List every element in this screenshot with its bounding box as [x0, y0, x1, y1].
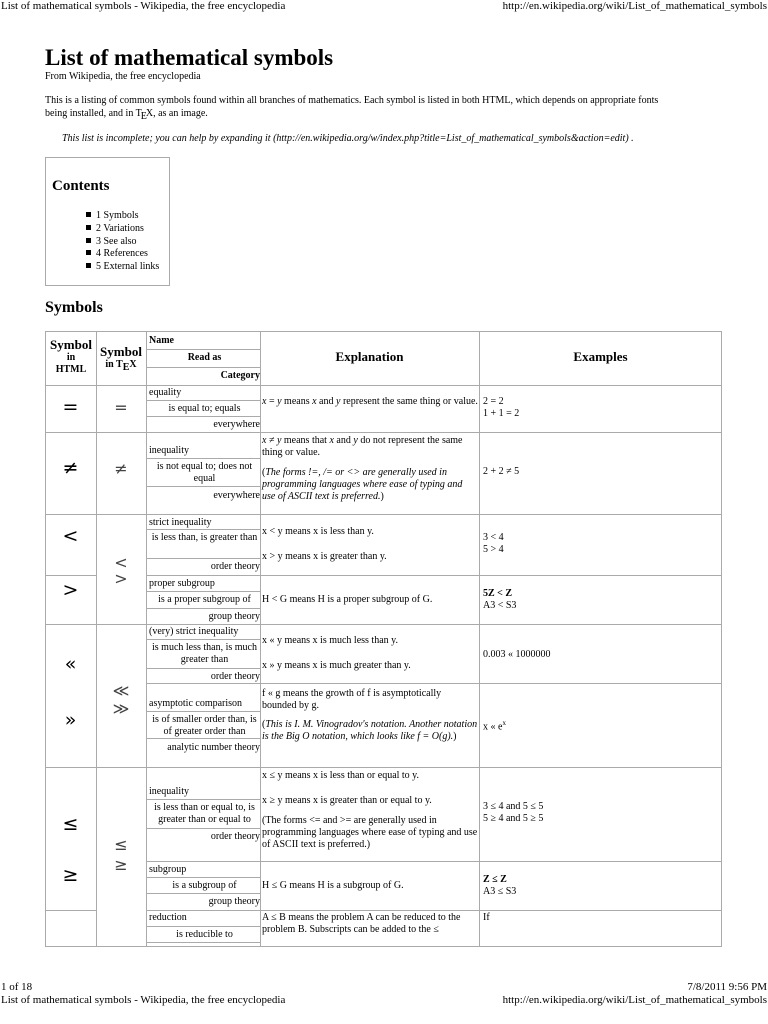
tex-logo-e: E	[140, 111, 147, 122]
example-line: 3 < 4	[483, 532, 504, 543]
symbols-table	[45, 331, 722, 947]
header-in-tex-label: in T	[105, 359, 123, 370]
example-line: A3 < S3	[483, 600, 517, 611]
cell-divider	[147, 608, 260, 609]
header-html-label: HTML	[55, 364, 87, 375]
exp-text: do not represent the same thing or value.	[262, 435, 463, 458]
toc-item-variations[interactable]: 2 Variations	[86, 223, 159, 236]
name-proper-subgroup[interactable]: proper subgroup	[149, 578, 215, 589]
name-reduction[interactable]: reduction	[149, 912, 187, 923]
read-equality: is equal to; equals	[168, 403, 241, 414]
row-divider	[46, 910, 96, 911]
col-divider	[260, 332, 261, 946]
exp-line: x > y means x is greater than y.	[262, 551, 387, 562]
name-strict-inequality[interactable]: strict inequality	[149, 517, 212, 528]
examples-very-strict: 0.003 « 1000000	[483, 649, 551, 660]
read-subgroup: is a subgroup of	[172, 880, 237, 891]
symbol-gt-tex: >	[114, 569, 128, 588]
name-very-strict-inequality[interactable]: (very) strict inequality	[149, 626, 239, 637]
exp-text: represent the same thing or value.	[340, 396, 478, 407]
example-line: 1 + 1 = 2	[483, 408, 520, 419]
symbol-ge-html: ≥	[62, 864, 79, 886]
header-name: Name	[149, 335, 174, 346]
exp-text: and	[316, 396, 336, 407]
exp-text: means	[281, 396, 313, 407]
print-url[interactable]: http://en.wikipedia.org/wiki/List_of_mathematical_symbols	[502, 994, 767, 1006]
symbol-greater-than-html: >	[62, 579, 79, 601]
header-category: Category	[220, 370, 260, 381]
exp-text: =	[266, 396, 278, 407]
row-divider	[147, 575, 721, 576]
cell-divider	[147, 926, 260, 927]
toc-title: Contents	[52, 178, 110, 194]
category-order-theory: order theory	[210, 561, 260, 572]
var-y: y	[277, 396, 282, 407]
cell-divider	[147, 877, 260, 878]
explanation-very-strict	[262, 635, 478, 672]
cell-divider	[147, 529, 260, 530]
cell-divider	[147, 486, 260, 487]
header-symbol2-label: Symbol	[100, 344, 142, 359]
toc-item-external-links[interactable]: 5 External links	[86, 261, 159, 274]
explanation-asymptotic: f « g means the growth of f is asymptotically bounded by g. (This is I. M. Vinogradov's notation. Another notation is the Big O notation, which looks like f = O(g).)	[262, 688, 478, 742]
exp-line: f « g means the growth of f is asymptotically bounded by g.	[262, 688, 442, 711]
toc-item-symbols[interactable]: 1 Symbols	[86, 210, 159, 223]
page-count: 1 of 18	[1, 981, 33, 993]
cell-divider	[147, 458, 260, 459]
cell-divider	[147, 942, 260, 943]
symbol-le-ge-tex	[97, 835, 145, 875]
example-line: 5 > 4	[483, 544, 504, 555]
var-y: y	[276, 435, 282, 446]
examples-subgroup	[483, 874, 719, 898]
explanation-not-equal: x ≠ y means that x and y do not represent the same thing or value. (The forms !=, /= or <> are generally used in programming languages where ease of typing and use of ASCII text is preferred.)	[262, 435, 463, 502]
exp-line: x ≥ y means x is greater than or equal to y.	[262, 795, 432, 806]
print-page-title: List of mathematical symbols - Wikipedia, the free encyclopedia	[1, 994, 286, 1006]
symbol-much-greater-html: »	[64, 709, 77, 731]
symbol-gg-tex: ≫	[112, 699, 130, 718]
exp-note: This is I. M. Vinogradov's notation. Another notation is the Big O notation, which looks like f = O(g).	[262, 719, 478, 742]
cell-divider	[147, 416, 260, 417]
examples-equality	[483, 396, 719, 420]
section-title-symbols: Symbols	[45, 299, 103, 316]
header-symbol-tex	[96, 344, 146, 371]
header-symbol-label: Symbol	[50, 337, 92, 352]
cell-divider	[147, 893, 260, 894]
example-line: 5Z < Z	[483, 588, 513, 599]
explanation-subgroup: H ≤ G means H is a subgroup of G.	[262, 880, 404, 891]
examples-not-equal: 2 + 2 ≠ 5	[483, 466, 520, 477]
symbol-lt-tex: <	[114, 553, 128, 572]
name-asymptotic-comparison[interactable]: asymptotic comparison	[149, 698, 243, 709]
explanation-proper-subgroup: H < G means H is a proper subgroup of G.	[262, 594, 433, 605]
symbol-ll-gg-tex	[97, 682, 145, 718]
read-reducible: is reducible to	[176, 929, 233, 940]
category-group-theory: group theory	[208, 611, 260, 622]
var-x: x	[329, 435, 334, 446]
symbol-equals-html: =	[62, 396, 79, 418]
toc-list	[86, 210, 159, 274]
var-x: x	[312, 396, 317, 407]
category-order-theory: order theory	[210, 671, 260, 682]
example-line: A3 ≤ S3	[483, 886, 517, 897]
category-analytic-number-theory: analytic number theory	[167, 742, 260, 753]
var-x: x	[262, 396, 267, 407]
name-equality[interactable]: equality	[149, 387, 182, 398]
examples-strict-inequality	[483, 532, 719, 556]
exp-line: x < y means x is less than y.	[262, 526, 374, 537]
cell-divider	[147, 828, 260, 829]
category-group-theory: group theory	[208, 896, 260, 907]
explanation-reduction: A ≤ B means the problem A can be reduced to the problem B. Subscripts can be added to the ≤	[262, 912, 461, 935]
page-subtitle: From Wikipedia, the free encyclopedia	[45, 71, 201, 82]
example-line: 5 ≥ 4 and 5 ≥ 5	[483, 813, 544, 824]
symbol-much-less-html: «	[64, 653, 77, 675]
examples-asymptotic	[483, 717, 719, 733]
symbol-ge-tex: ≥	[114, 855, 128, 874]
cell-divider	[147, 558, 260, 559]
intro-text-1: This is a listing of common symbols found within all branches of mathematics. Each symbol is listed in both HTML, which depends on appropriate fonts	[45, 95, 659, 106]
example-line: 2 = 2	[483, 396, 504, 407]
var-y: y	[336, 396, 341, 407]
examples-le	[483, 801, 719, 825]
symbol-not-equal-tex: ≠	[114, 459, 128, 478]
category-not-equal: everywhere	[213, 490, 260, 501]
cell-divider	[147, 711, 260, 712]
row-divider	[147, 683, 721, 684]
incomplete-notice: This list is incomplete; you can help by expanding it (http://en.wikipedia.org/w/index.php?title=List_of_mathematical_symbols&action=edit) .	[62, 133, 634, 144]
cell-divider	[147, 591, 260, 592]
explanation-equality	[262, 396, 478, 408]
header-explanation: Explanation	[335, 349, 404, 364]
exp-text: means that	[281, 435, 330, 446]
cell-divider	[147, 738, 260, 739]
exp-line: x ≤ y means x is less than or equal to y.	[262, 770, 420, 781]
name-inequality-le[interactable]: inequality	[149, 786, 189, 797]
name-inequality[interactable]: inequality	[149, 445, 189, 456]
examples-proper-subgroup	[483, 588, 719, 612]
symbol-lt-gt-tex	[97, 555, 145, 587]
header-examples: Examples	[573, 349, 628, 364]
symbol-le-tex: ≤	[114, 835, 128, 854]
var-x: x	[262, 435, 267, 446]
exp-note: The forms !=, /= or <> are generally used in programming languages where ease of typing and use of ASCII text is preferred.	[262, 467, 463, 502]
table-of-contents	[45, 157, 170, 286]
example-line: x « e	[483, 721, 503, 733]
row-divider	[147, 861, 721, 862]
explanation-le	[262, 770, 478, 851]
symbol-equals-tex: =	[114, 398, 128, 417]
row-divider	[46, 514, 721, 515]
toc-item-references[interactable]: 4 References	[86, 248, 159, 261]
row-divider	[46, 385, 721, 386]
col-divider	[479, 332, 480, 946]
example-superscript: x	[502, 719, 506, 727]
example-line: Z ≤ Z	[483, 874, 507, 885]
exp-line: (The forms <= and >= are generally used in programming languages where ease of typing and use of ASCII text is preferred.)	[262, 815, 478, 850]
symbol-ll-tex: ≪	[112, 681, 130, 700]
row-divider	[46, 432, 721, 433]
header-sub-divider	[147, 367, 260, 368]
row-divider	[147, 910, 721, 911]
explanation-strict-inequality	[262, 526, 478, 563]
row-divider	[46, 575, 96, 576]
intro-text-2: being installed, and in T	[45, 108, 142, 119]
print-page-title: List of mathematical symbols - Wikipedia, the free encyclopedia	[1, 0, 286, 12]
cell-divider	[147, 799, 260, 800]
read-much-less: is much less than, is much greater than	[152, 642, 257, 665]
category-equality: everywhere	[213, 419, 260, 430]
row-divider	[46, 767, 721, 768]
tex-logo-x: X	[129, 359, 137, 370]
page-title: List of mathematical symbols	[45, 45, 334, 70]
exp-line: x « y means x is much less than y.	[262, 635, 399, 646]
read-le-ge: is less than or equal to, is greater than or equal to	[154, 802, 255, 825]
cell-divider	[147, 639, 260, 640]
examples-reduction: If	[483, 912, 490, 923]
intro-text-3: , as an image.	[153, 108, 208, 119]
tex-logo-x: X	[145, 108, 154, 119]
header-symbol-html	[46, 337, 96, 376]
symbol-less-than-html: <	[62, 525, 79, 547]
exp-line: x » y means x is much greater than y.	[262, 660, 411, 671]
intro-paragraph	[45, 94, 723, 120]
name-subgroup[interactable]: subgroup	[149, 864, 187, 875]
header-sub-divider	[147, 349, 260, 350]
category-order-theory: order theory	[210, 831, 260, 842]
cell-divider	[147, 400, 260, 401]
header-read-as: Read as	[187, 352, 222, 363]
print-url[interactable]: http://en.wikipedia.org/wiki/List_of_mathematical_symbols	[502, 0, 767, 12]
exp-text: ≠	[266, 435, 277, 446]
var-y: y	[353, 435, 358, 446]
tex-logo-e: E	[122, 362, 130, 373]
cell-divider	[147, 668, 260, 669]
row-divider	[46, 624, 721, 625]
exp-text: and	[333, 435, 354, 446]
read-proper-subgroup: is a proper subgroup of	[158, 594, 251, 605]
example-line: 3 ≤ 4 and 5 ≤ 5	[483, 801, 544, 812]
read-less-greater: is less than, is greater than	[151, 532, 258, 543]
header-in-label: in	[66, 352, 76, 363]
print-timestamp: 7/8/2011 9:56 PM	[687, 981, 767, 993]
symbol-le-html: ≤	[62, 813, 79, 835]
symbol-not-equal-html: ≠	[62, 457, 79, 479]
toc-item-see-also[interactable]: 3 See also	[86, 236, 159, 249]
read-not-equal: is not equal to; does not equal	[156, 461, 253, 484]
read-smaller-order: is of smaller order than, is of greater order than	[152, 714, 257, 737]
